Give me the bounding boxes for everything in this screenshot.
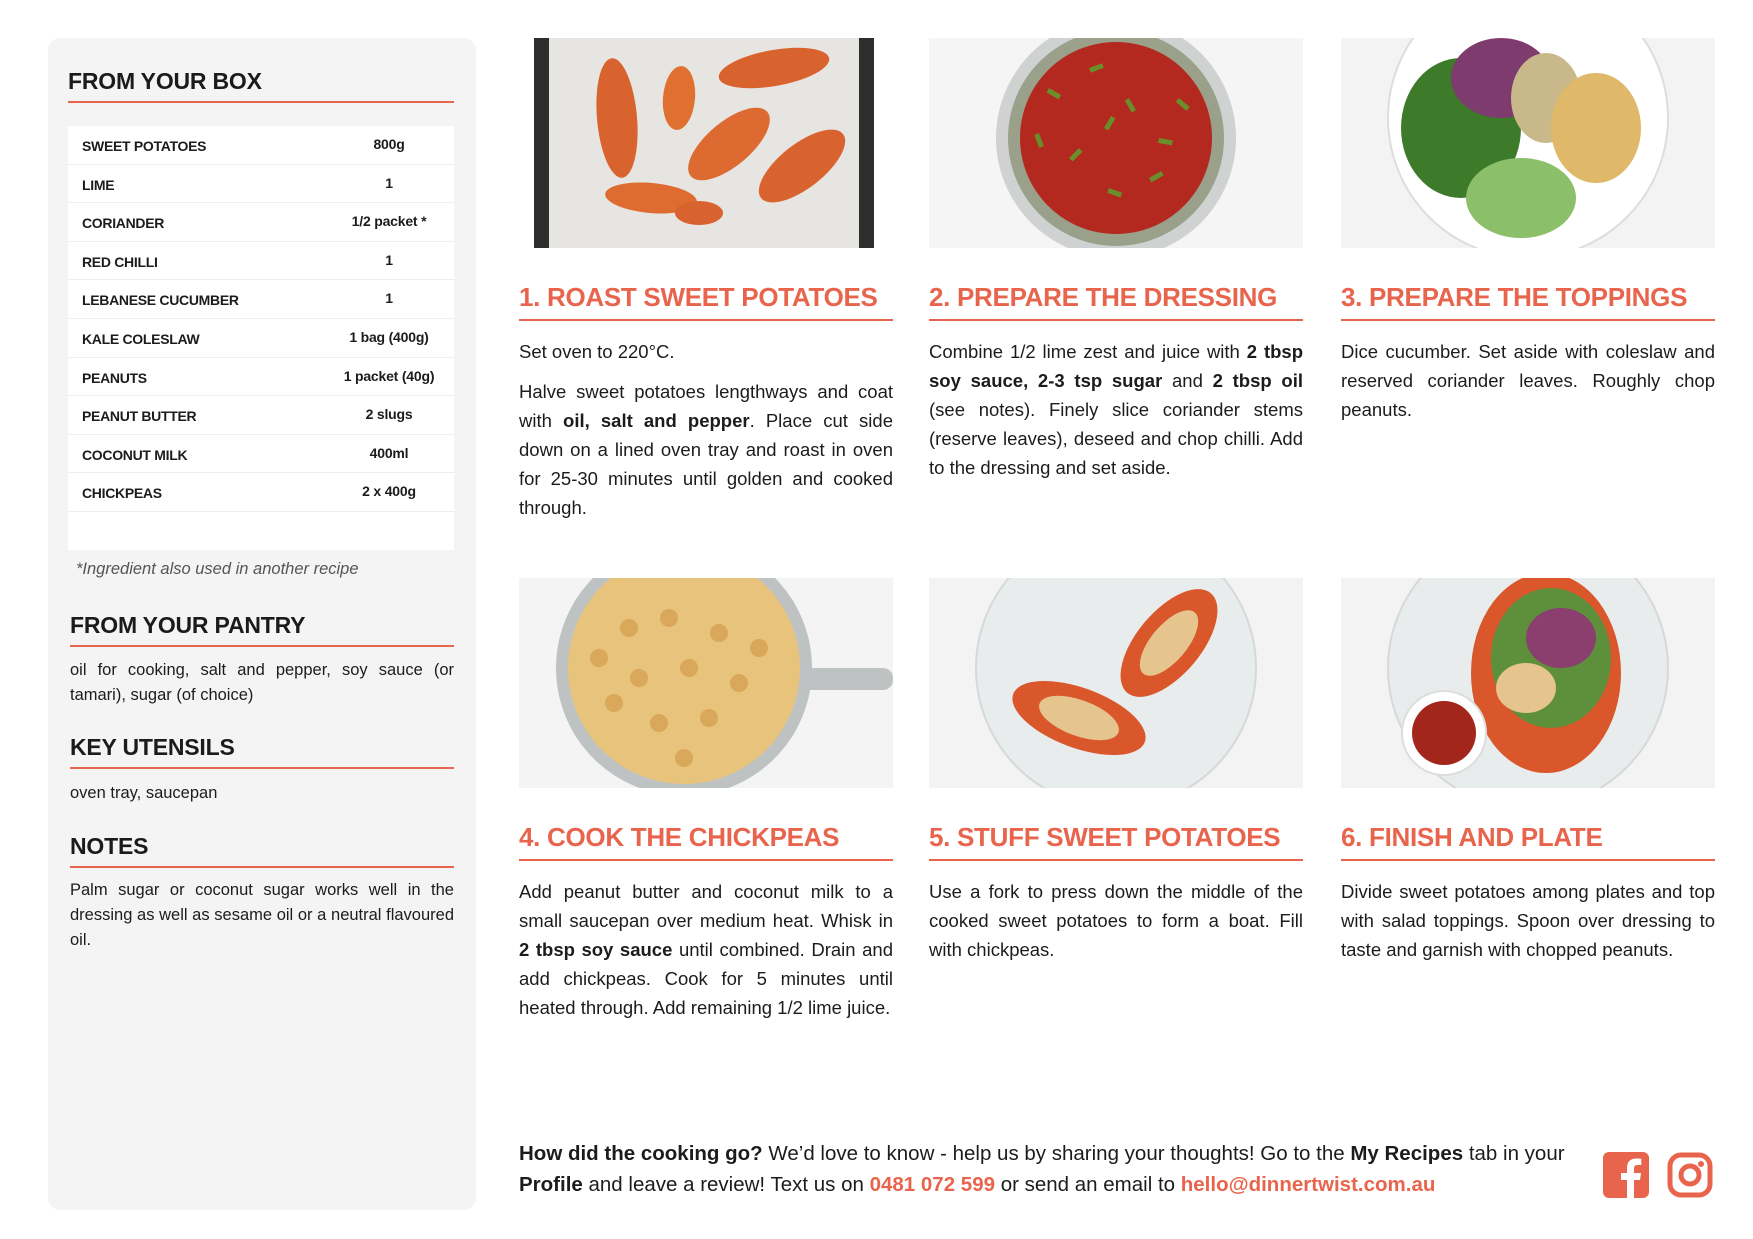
ingredient-qty: 1/2 packet *: [351, 213, 427, 230]
ingredient-row: [68, 319, 454, 358]
utensils-section-title: KEY UTENSILS: [70, 734, 454, 769]
ingredient-qty: 2 slugs: [365, 406, 413, 423]
step-3-photo: [1341, 38, 1715, 248]
box-section-title: FROM YOUR BOX: [68, 68, 454, 103]
pantry-text: oil for cooking, salt and pepper, soy sauce (or tamari), sugar (of choice): [70, 661, 454, 704]
step-4-title: 4. COOK THE CHICKPEAS: [519, 822, 893, 861]
feedback-footer: How did the cooking go? We’d love to know - help us by sharing your thoughts! Go to the My Recipes tab in your Profile and leave a review! Text us on 0481 072 599 or send an email to hello@dinnertwist.com.au: [519, 1142, 1565, 1196]
notes-section-title: NOTES: [70, 833, 454, 868]
ingredients-panel: [48, 38, 476, 1210]
instagram-icon[interactable]: [1667, 1152, 1713, 1198]
phone-link[interactable]: 0481 072 599: [869, 1173, 995, 1196]
ingredient-name: CORIANDER: [82, 215, 165, 232]
step-2-photo: [929, 38, 1303, 248]
ingredient-row: [68, 280, 454, 319]
step-3: [1341, 38, 1715, 424]
ingredient-name: RED CHILLI: [82, 253, 158, 270]
step-5-photo: [929, 578, 1303, 788]
ingredient-name: PEANUT BUTTER: [82, 408, 197, 425]
step-4-photo: [519, 578, 893, 788]
step-1-text-p2: Halve sweet potatoes lengthways and coat with oil, salt and pepper. Place cut side down on a lined oven tray and roast in oven for 25-30 minutes until golden and cooked through.: [519, 381, 893, 518]
step-2-text: Combine 1/2 lime zest and juice with 2 tbsp soy sauce, 2-3 tsp sugar and 2 tbsp oil (see notes). Finely slice coriander stems (reserve leaves), deseed and chop chilli. Add to the dressing and set aside.: [929, 341, 1304, 478]
ingredient-name: LEBANESE CUCUMBER: [82, 292, 239, 309]
ingredient-row: [68, 396, 454, 435]
step-1-text-p1: Set oven to 220°C.: [519, 341, 675, 362]
ingredient-row: [68, 358, 454, 397]
step-1: [519, 38, 893, 522]
step-1-photo: [519, 38, 893, 248]
step-6-title: 6. FINISH AND PLATE: [1341, 822, 1715, 861]
ingredient-qty: 1: [385, 251, 393, 268]
ingredients-table: [68, 126, 454, 550]
ingredient-row: [68, 165, 454, 204]
ingredient-name: LIME: [82, 176, 115, 193]
step-4-text: Add peanut butter and coconut milk to a small saucepan over medium heat. Whisk in 2 tbsp soy sauce until combined. Drain and add chickpeas. Cook for 5 minutes until heated through. Add remaining 1/2 lime juice.: [519, 881, 893, 1018]
ingredient-name: PEANUTS: [82, 369, 147, 386]
step-1-title: 1. ROAST SWEET POTATOES: [519, 282, 893, 321]
ingredient-qty: 1 bag (400g): [349, 328, 429, 345]
ingredient-qty: 1: [385, 290, 393, 307]
step-5-text: Use a fork to press down the middle of the cooked sweet potatoes to form a boat. Fill with chickpeas.: [929, 881, 1303, 960]
facebook-icon[interactable]: [1603, 1152, 1649, 1198]
step-2: [929, 38, 1303, 482]
step-6-photo: [1341, 578, 1715, 788]
ingredient-row: [68, 126, 454, 165]
step-6-text: Divide sweet potatoes among plates and top with salad toppings. Spoon over dressing to taste and garnish with chopped peanuts.: [1341, 881, 1715, 960]
ingredient-row: [68, 435, 454, 474]
email-link[interactable]: hello@dinnertwist.com.au: [1180, 1173, 1436, 1196]
ingredient-name: CHICKPEAS: [82, 485, 162, 502]
ingredient-qty: 400ml: [369, 444, 409, 461]
step-5: [929, 578, 1303, 964]
step-5-title: 5. STUFF SWEET POTATOES: [929, 822, 1303, 861]
ingredient-qty: 800g: [373, 136, 405, 152]
step-2-title: 2. PREPARE THE DRESSING: [929, 282, 1303, 321]
footnote: *Ingredient also used in another recipe: [76, 560, 359, 578]
ingredient-qty: 1: [385, 174, 393, 191]
step-4: [519, 578, 893, 1022]
ingredient-row: [68, 473, 454, 512]
step-3-title: 3. PREPARE THE TOPPINGS: [1341, 282, 1715, 321]
step-3-text: Dice cucumber. Set aside with coleslaw and reserved coriander leaves. Roughly chop peanuts.: [1341, 341, 1715, 420]
feedback-question: How did the cooking go?: [519, 1142, 763, 1165]
utensils-text: oven tray, saucepan: [70, 784, 218, 802]
step-6: [1341, 578, 1715, 964]
pantry-section-title: FROM YOUR PANTRY: [70, 612, 454, 647]
ingredient-qty: 2 x 400g: [362, 483, 416, 500]
ingredient-name: COCONUT MILK: [82, 446, 188, 463]
ingredient-qty: 1 packet (40g): [343, 367, 435, 384]
ingredient-name: SWEET POTATOES: [82, 138, 207, 154]
ingredient-row: [68, 242, 454, 281]
ingredient-row: [68, 203, 454, 242]
notes-text: Palm sugar or coconut sugar works well in the dressing as well as sesame oil or a neutral flavoured oil.: [70, 881, 454, 949]
ingredient-name: KALE COLESLAW: [82, 330, 200, 347]
step-1-text: [519, 337, 893, 522]
